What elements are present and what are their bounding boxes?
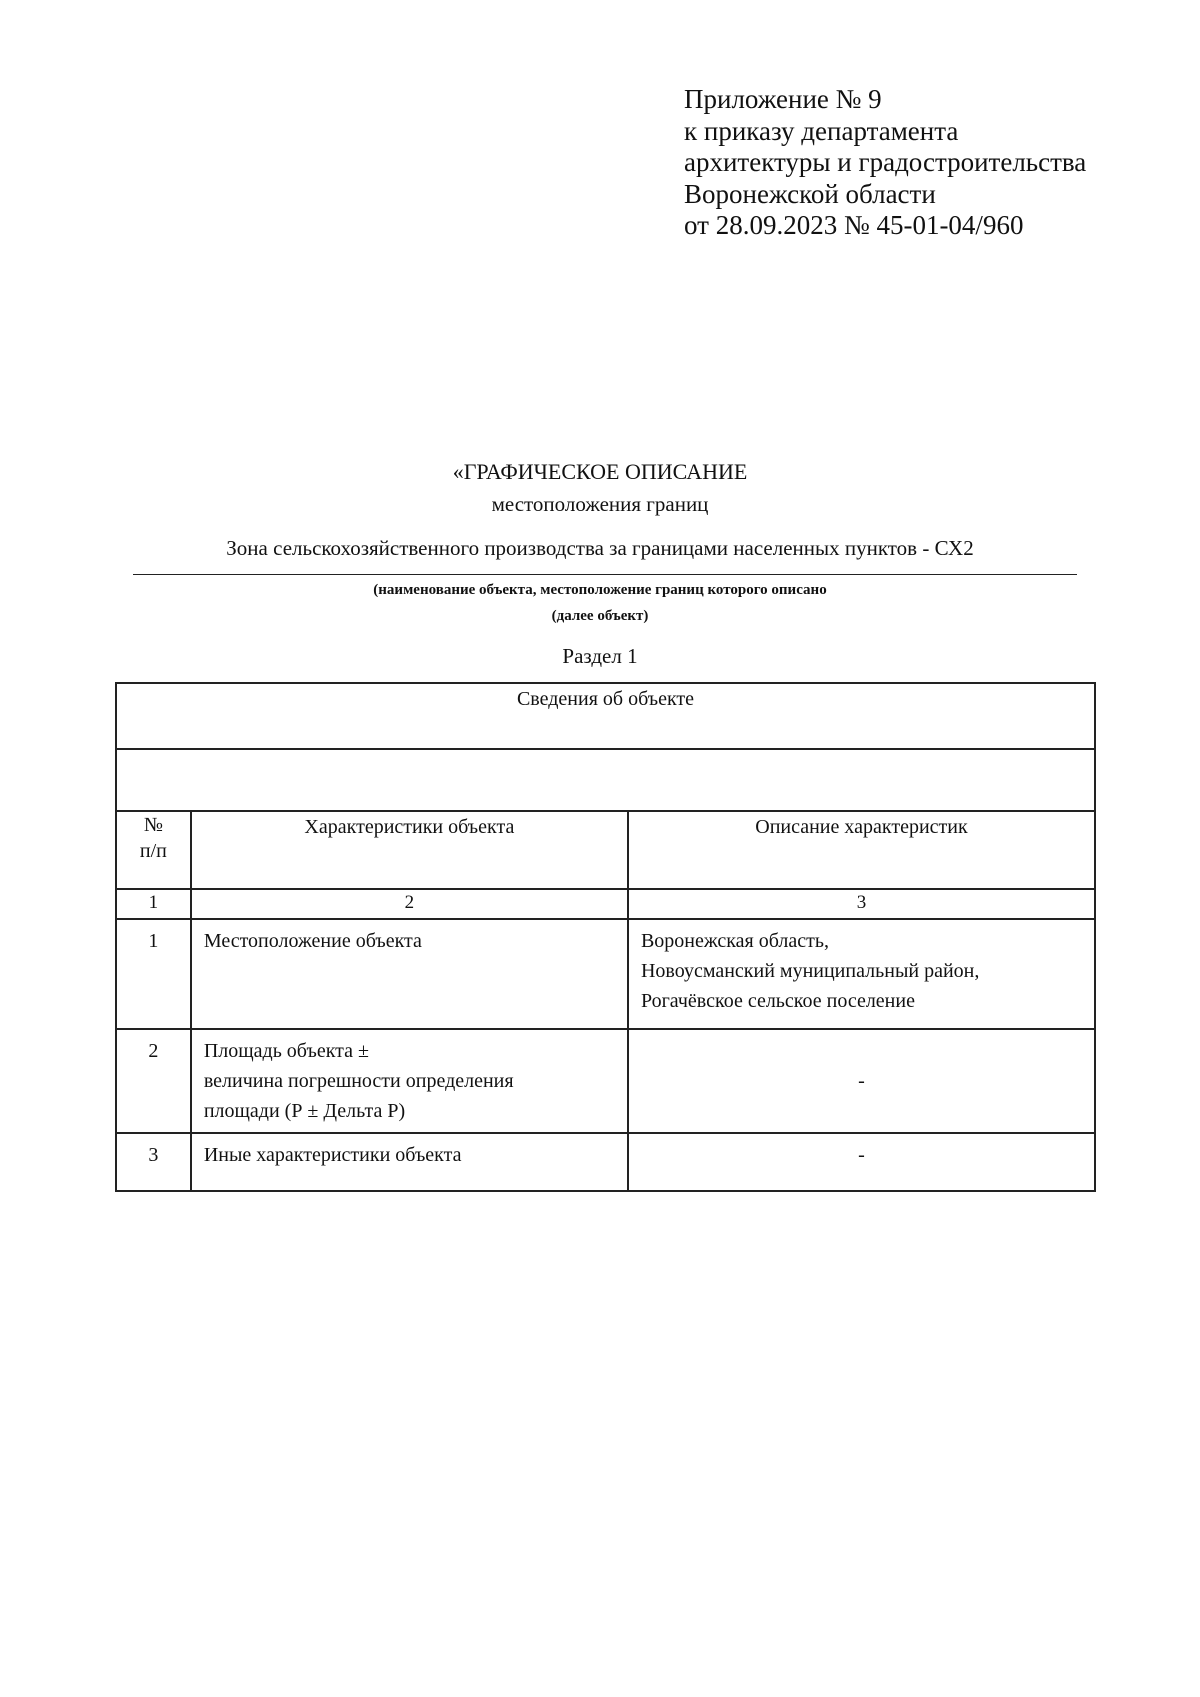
document-subtitle: местоположения границ xyxy=(491,492,709,516)
characteristic-line: величина погрешности определения xyxy=(203,1070,514,1092)
description-line: - xyxy=(858,1144,865,1166)
object-name: Зона сельскохозяйственного производства за границами населенных пунктов - СХ2 xyxy=(226,536,974,560)
table-row xyxy=(116,919,1095,1029)
row-characteristic xyxy=(191,1133,628,1191)
header-number-line: № xyxy=(143,814,163,836)
column-numbers-row xyxy=(116,889,1095,919)
object-info-table xyxy=(115,682,1096,1192)
table-empty-cell xyxy=(116,749,1095,811)
row-description xyxy=(628,919,1095,1029)
appendix-line: Приложение № 9 xyxy=(684,84,882,114)
header-description: Описание характеристик xyxy=(628,811,1095,889)
table-caption-row xyxy=(116,683,1095,749)
description-line: Воронежская область, xyxy=(640,930,829,952)
table-row xyxy=(116,1133,1095,1191)
table-row xyxy=(116,1029,1095,1133)
column-number: 2 xyxy=(191,889,628,919)
appendix-line: Воронежской области xyxy=(684,178,936,209)
header-number xyxy=(116,811,191,889)
description-line: - xyxy=(858,1070,865,1092)
column-number: 1 xyxy=(116,889,191,919)
appendix-line: от 28.09.2023 № 45-01-04/960 xyxy=(684,210,1024,240)
header-number-line: п/п xyxy=(139,840,167,862)
row-description xyxy=(628,1133,1095,1191)
row-characteristic xyxy=(191,1029,628,1133)
row-number: 1 xyxy=(116,919,191,1029)
object-name-caption-continued: (далее объект) xyxy=(551,608,649,624)
row-characteristic xyxy=(191,919,628,1029)
characteristic-line: Местоположение объекта xyxy=(203,930,422,952)
characteristic-line: площади (Р ± Дельта Р) xyxy=(203,1100,406,1122)
section-label: Раздел 1 xyxy=(562,644,638,668)
appendix-line: к приказу департамента xyxy=(684,115,959,146)
object-name-caption: (наименование объекта, местоположение границ которого описано xyxy=(373,582,827,598)
row-number: 3 xyxy=(116,1133,191,1191)
header-characteristic: Характеристики объекта xyxy=(191,811,628,889)
characteristic-line: Площадь объекта ± xyxy=(203,1040,369,1062)
characteristic-line: Иные характеристики объекта xyxy=(203,1144,462,1166)
table-header-row xyxy=(116,811,1095,889)
description-line: Рогачёвское сельское поселение xyxy=(640,990,915,1012)
appendix-header xyxy=(684,84,1086,242)
document-title: «ГРАФИЧЕСКОЕ ОПИСАНИЕ xyxy=(452,459,748,484)
column-number: 3 xyxy=(628,889,1095,919)
row-number: 2 xyxy=(116,1029,191,1133)
table-caption: Сведения об объекте xyxy=(116,683,1095,749)
description-line: Новоусманский муниципальный район, xyxy=(640,960,980,982)
object-name-underline xyxy=(133,574,1077,575)
row-description xyxy=(628,1029,1095,1133)
appendix-line: архитектуры и градостроительства xyxy=(684,147,1087,177)
table-empty-row xyxy=(116,749,1095,811)
